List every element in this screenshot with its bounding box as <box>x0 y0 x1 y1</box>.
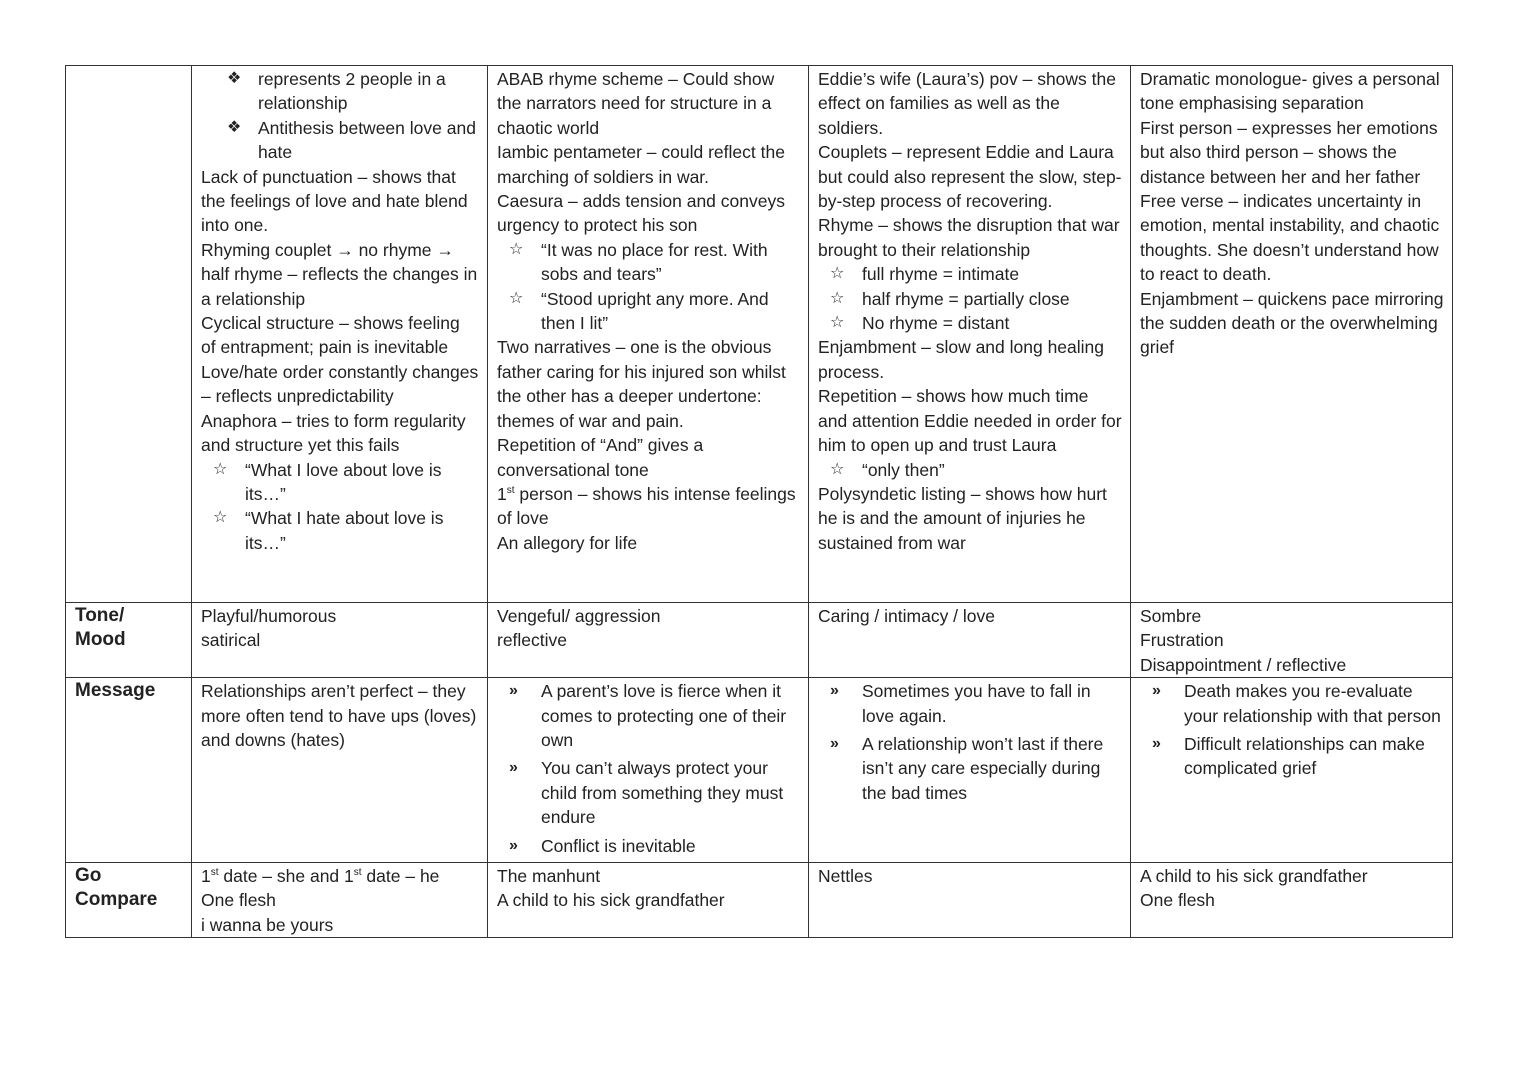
star-bullet-icon: ☆ <box>213 509 228 527</box>
list-item: ☆ No rhyme = distant <box>818 311 1122 335</box>
cell-tone-poem3: Caring / intimacy / love <box>809 603 1131 678</box>
list-item: ☆ “What I love about love is its…” <box>213 459 442 504</box>
cell-compare-poem1: 1st date – she and 1st date – he One flesh i wanna be yours <box>192 863 488 938</box>
cell-poem3-analysis <box>809 66 1131 603</box>
analysis-line: 1st person – shows his intense feelings of love <box>497 483 796 529</box>
table-row <box>66 678 1453 863</box>
star-list <box>818 262 1122 335</box>
analysis-line: Anaphora – tries to form regularity and structure yet this fails <box>201 410 466 456</box>
double-chevron-icon: » <box>509 759 518 777</box>
analysis-line: Enjambment – slow and long healing process. <box>818 337 1105 382</box>
analysis-line: Rhyming couplet → no rhyme → half rhyme – reflects the changes in a relationship <box>201 239 478 309</box>
double-chevron-icon: » <box>509 836 518 854</box>
cell-compare-poem3: Nettles <box>809 863 1131 938</box>
analysis-line: Dramatic monologue- gives a personal tone emphasising separation <box>1140 69 1440 114</box>
analysis-line: Free verse – indicates uncertainty in emotion, mental instability, and chaotic thoughts. She doesn’t understand how to react to death. <box>1140 191 1440 285</box>
analysis-line: Polysyndetic listing – shows how hurt he is and the amount of injuries he sustained from war <box>818 483 1107 553</box>
star-bullet-icon: ☆ <box>830 460 845 478</box>
diamond-bullet-icon: ❖ <box>227 70 242 87</box>
quote-list <box>497 679 800 858</box>
table-row <box>66 603 1453 678</box>
double-chevron-icon: » <box>1152 735 1161 753</box>
list-item: ☆ full rhyme = intimate <box>818 262 1122 286</box>
star-bullet-icon: ☆ <box>509 240 524 258</box>
quote-list <box>1140 679 1444 781</box>
cell-poem1-analysis <box>192 66 488 603</box>
cell-tone-poem1: Playful/humorous satirical <box>192 603 488 678</box>
list-item: » Conflict is inevitable <box>497 834 800 858</box>
cell-poem2-analysis <box>488 66 809 603</box>
list-item: ☆ “It was no place for rest. With sobs and tears” <box>509 239 768 285</box>
star-list <box>497 238 800 336</box>
list-item: ❖ Antithesis between love and hate <box>227 117 476 163</box>
cell-compare-poem2: The manhunt A child to his sick grandfather <box>488 863 809 938</box>
analysis-line: Lack of punctuation – shows that the feelings of love and hate blend into one. <box>201 166 468 236</box>
star-bullet-icon: ☆ <box>213 460 228 478</box>
star-list <box>201 458 479 556</box>
double-chevron-icon: » <box>830 682 839 700</box>
analysis-line: Two narratives – one is the obvious father caring for his injured son whilst the other has a deeper undertone: themes of war and pain. <box>497 337 786 431</box>
poetry-comparison-table <box>65 65 1453 938</box>
analysis-line: ABAB rhyme scheme – Could show the narrators need for structure in a chaotic world <box>497 69 775 138</box>
list-item: » A relationship won’t last if there isn’t any care especially during the bad times <box>830 734 1104 803</box>
list-item: ☆ half rhyme = partially close <box>818 287 1122 311</box>
analysis-line: Enjambment – quickens pace mirroring the sudden death or the overwhelming grief <box>1140 288 1444 358</box>
star-list <box>818 458 1122 482</box>
analysis-line: Caesura – adds tension and conveys urgency to protect his son <box>497 191 785 236</box>
table-row <box>66 66 1453 603</box>
cell-poem4-analysis <box>1131 66 1453 603</box>
analysis-line: Rhyme – shows the disruption that war brought to their relationship <box>818 215 1120 260</box>
analysis-line: Iambic pentameter – could reflect the marching of soldiers in war. <box>497 142 785 187</box>
cell-tone-poem2: Vengeful/ aggression reflective <box>488 603 809 678</box>
row-label-go-compare: Go Compare <box>66 863 192 938</box>
list-item: » Sometimes you have to fall in love again. <box>830 681 1091 726</box>
star-bullet-icon: ☆ <box>509 289 524 307</box>
double-chevron-icon: » <box>830 735 839 753</box>
list-item: » A parent’s love is fierce when it comes to protecting one of their own <box>509 681 787 751</box>
cell-tone-poem4: Sombre Frustration Disappointment / reflective <box>1131 603 1453 678</box>
table-row <box>66 863 1453 938</box>
row-label-message: Message <box>66 678 192 863</box>
analysis-line: Repetition of “And” gives a conversational tone <box>497 435 704 480</box>
row-label-tone-mood: Tone/ Mood <box>66 603 192 678</box>
star-bullet-icon: ☆ <box>830 314 845 332</box>
cell-message-poem1: Relationships aren’t perfect – they more often tend to have ups (loves) and downs (hates) <box>192 678 488 863</box>
analysis-line: First person – expresses her emotions but also third person – shows the distance between her and her father <box>1140 117 1438 187</box>
analysis-line: Eddie’s wife (Laura’s) pov – shows the effect on families as well as the soldiers. <box>818 69 1116 138</box>
analysis-line: Love/hate order constantly changes – reflects unpredictability <box>201 361 479 407</box>
list-item: » Death makes you re-evaluate your relationship with that person <box>1152 681 1441 726</box>
analysis-line: Cyclical structure – shows feeling of entrapment; pain is inevitable <box>201 313 460 358</box>
double-chevron-icon: » <box>509 682 518 700</box>
list-item: ☆ “What I hate about love is its…” <box>213 508 444 553</box>
double-chevron-icon: » <box>1152 682 1161 700</box>
list-item: » Difficult relationships can make complicated grief <box>1152 734 1425 779</box>
list-item: ☆ “Stood upright any more. And then I lit” <box>509 288 769 334</box>
cell-message-poem2 <box>488 678 809 863</box>
row-label-empty <box>66 66 192 603</box>
analysis-line: An allegory for life <box>497 532 638 553</box>
list-item: ☆ “only then” <box>818 458 1122 482</box>
star-bullet-icon: ☆ <box>830 265 845 283</box>
star-bullet-icon: ☆ <box>830 289 845 307</box>
cell-compare-poem4: A child to his sick grandfather One flesh <box>1131 863 1453 938</box>
diamond-list <box>201 67 479 165</box>
diamond-bullet-icon: ❖ <box>227 118 242 136</box>
cell-message-poem3 <box>809 678 1131 863</box>
cell-message-poem4 <box>1131 678 1453 863</box>
list-item: » You can’t always protect your child from something they must endure <box>509 758 784 828</box>
analysis-line: Couplets – represent Eddie and Laura but could also represent the slow, step-by-step process of recovering. <box>818 142 1122 212</box>
analysis-line: Repetition – shows how much time and attention Eddie needed in order for him to open up and trust Laura <box>818 386 1122 456</box>
list-item: ❖ represents 2 people in a relationship <box>227 69 446 114</box>
quote-list <box>818 679 1122 805</box>
